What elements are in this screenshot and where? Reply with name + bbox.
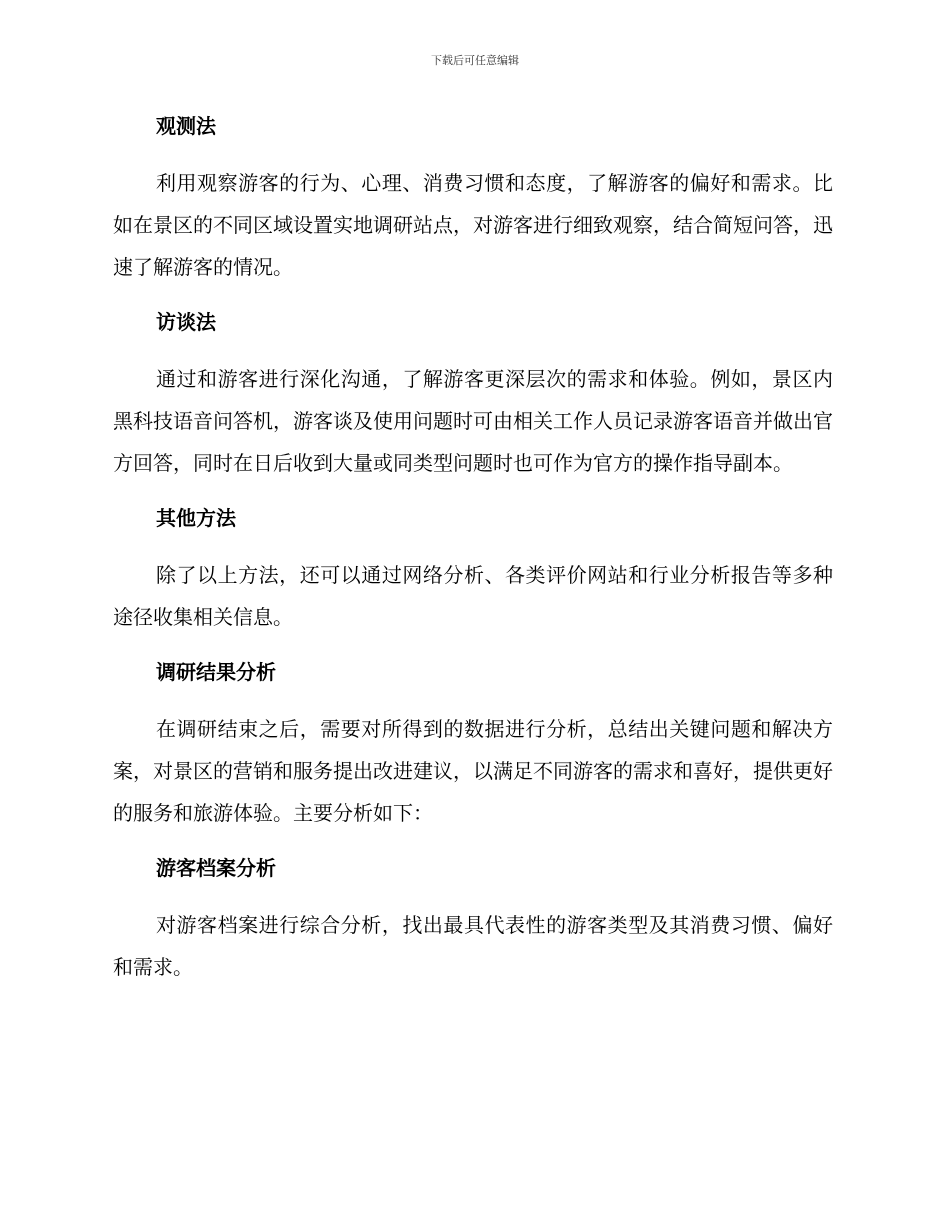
section-heading-results-analysis: 调研结果分析 bbox=[156, 660, 276, 684]
section-body-results-analysis: 在调研结束之后，需要对所得到的数据进行分析，总结出关键问题和解决方案，对景区的营销和服务提出改进建议，以满足不同游客的需求和喜好，提供更好的服务和旅游体验。主要分析如下： bbox=[113, 717, 833, 825]
section-heading-observation: 观测法 bbox=[156, 114, 216, 138]
section-body-visitor-profile: 对游客档案进行综合分析，找出最具代表性的游客类型及其消费习惯、偏好和需求。 bbox=[113, 913, 833, 979]
section-heading-interview: 访谈法 bbox=[156, 310, 216, 334]
page-header: 下载后可任意编辑 bbox=[431, 54, 519, 67]
document-body bbox=[113, 110, 833, 988]
section-body-observation: 利用观察游客的行为、心理、消费习惯和态度，了解游客的偏好和需求。比如在景区的不同区域设置实地调研站点，对游客进行细致观察，结合简短问答，迅速了解游客的情况。 bbox=[113, 171, 833, 279]
section-body-other-methods: 除了以上方法，还可以通过网络分析、各类评价网站和行业分析报告等多种途径收集相关信息。 bbox=[113, 563, 833, 629]
section-heading-visitor-profile: 游客档案分析 bbox=[156, 856, 276, 880]
section-body-interview: 通过和游客进行深化沟通，了解游客更深层次的需求和体验。例如，景区内黑科技语音问答机，游客谈及使用问题时可由相关工作人员记录游客语音并做出官方回答，同时在日后收到大量或同类型问题时也可作为官方的操作指导副本。 bbox=[113, 367, 833, 475]
section-heading-other-methods: 其他方法 bbox=[156, 506, 236, 530]
